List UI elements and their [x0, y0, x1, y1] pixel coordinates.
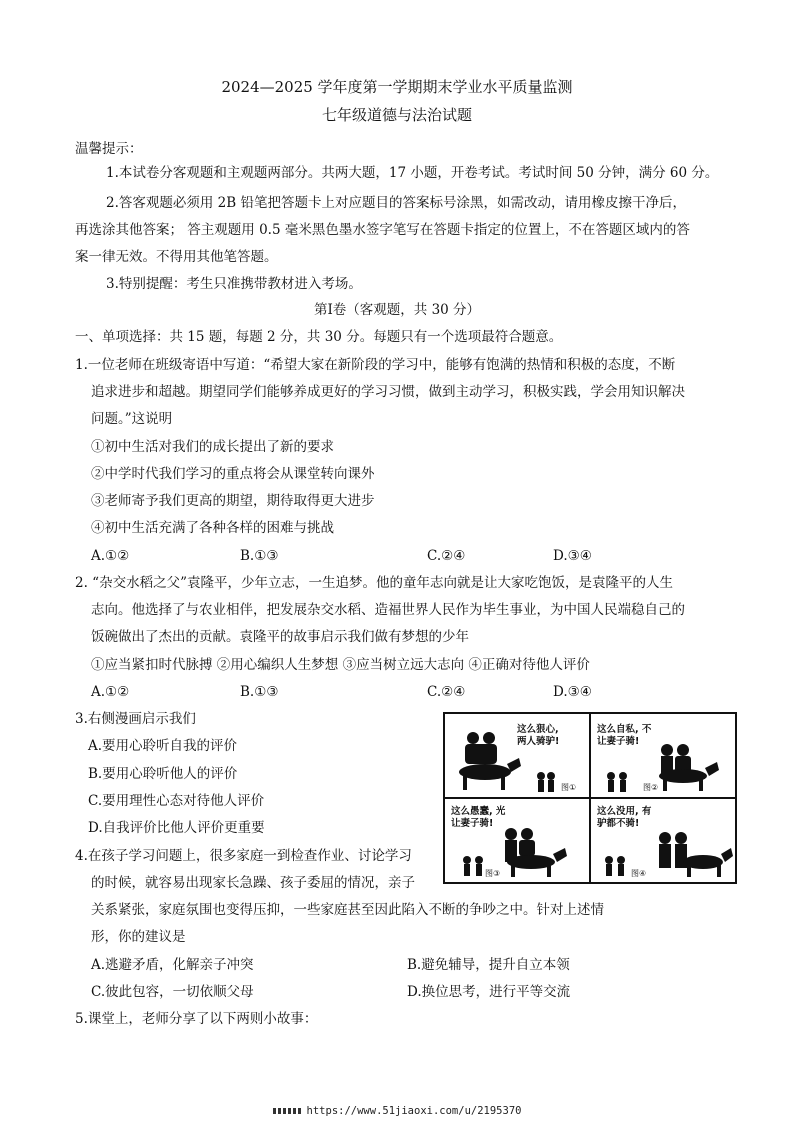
q1-option-a: A.①② — [91, 548, 130, 564]
cartoon-panel-3 — [451, 805, 567, 878]
panel-4-label: 图④ — [631, 869, 647, 878]
panel-4-speech: 驴都不骑! — [597, 818, 640, 829]
q1-option-c: C.②④ — [427, 548, 466, 564]
q4-option-c: C.彼此包容，一切依顺父母 — [91, 984, 254, 1000]
q1-stem: 1.一位老师在班级寄语中写道：“希望大家在新阶段的学习中，能够有饱满的热情和积极的态度，不断 — [75, 357, 676, 373]
q4-option-d: D.换位思考，进行平等交流 — [407, 984, 571, 1000]
site-logo-icon — [273, 1108, 303, 1114]
q1-option-d: D.③④ — [553, 548, 592, 564]
q1-stem: 问题。”这说明 — [91, 411, 173, 427]
notice-heading: 温馨提示： — [75, 141, 143, 157]
panel-3-speech: 这么愚蠢, 光 — [451, 806, 506, 817]
notice-line: 案一律无效。不得用其他笔答题。 — [75, 249, 278, 265]
q1-item: ③老师寄予我们更高的期望，期待取得更大进步 — [91, 493, 375, 509]
q2-items: ①应当紧扣时代脉搏 ②用心编织人生梦想 ③应当树立远大志向 ④正确对待他人评价 — [91, 657, 590, 673]
q1-item: ④初中生活充满了各种各样的困难与挑战 — [91, 520, 334, 536]
q2-option-c: C.②④ — [427, 684, 466, 700]
q2-option-b: B.①③ — [240, 684, 279, 700]
section-title: 第Ⅰ卷（客观题，共 30 分） — [313, 302, 481, 318]
panel-1-speech: 这么狠心, — [517, 724, 559, 735]
q4-option-a: A.逃避矛盾，化解亲子冲突 — [91, 957, 254, 973]
q2-option-d: D.③④ — [553, 684, 592, 700]
q2-stem: 饭碗做出了杰出的贡献。袁隆平的故事启示我们做有梦想的少年 — [91, 629, 469, 645]
notice-line: 3.特别提醒：考生只准携带教材进入考场。 — [106, 276, 362, 292]
q4-stem: 形，你的建议是 — [91, 929, 186, 945]
footer — [0, 1105, 794, 1117]
q2-stem: 2. “杂交水稻之父”袁隆平，少年立志，一生追梦。他的童年志向就是让大家吃饱饭，是袁隆平的人生 — [75, 575, 673, 591]
donkey-cartoon — [443, 712, 737, 884]
cartoon-panel-2 — [597, 723, 719, 792]
footer-url[interactable]: https://www.51jiaoxi.com/u/2195370 — [306, 1105, 522, 1117]
q1-stem: 追求进步和超越。期望同学们能够养成更好的学习习惯，做到主动学习，积极实践，学会用知识解决 — [91, 384, 685, 400]
q1-item: ①初中生活对我们的成长提出了新的要求 — [91, 439, 334, 455]
notice-line: 2.答客观题必须用 2B 铅笔把答题卡上对应题目的答案标号涂黑，如需改动，请用橡皮擦干净后， — [106, 195, 686, 211]
q2-option-a: A.①② — [91, 684, 130, 700]
panel-3-speech: 让妻子骑! — [451, 818, 494, 829]
q1-item: ②中学时代我们学习的重点将会从课堂转向课外 — [91, 466, 375, 482]
q3-option-a: A.要用心聆听自我的评价 — [88, 738, 238, 754]
panel-1-label: 图① — [561, 783, 577, 792]
q4-option-b: B.避免辅导，提升自立本领 — [407, 957, 570, 973]
q4-stem: 4.在孩子学习问题上，很多家庭一到检查作业、讨论学习 — [75, 848, 412, 864]
cartoon-panel-1 — [459, 723, 576, 792]
notice-line: 再选涂其他答案； 答主观题用 0.5 毫米黑色墨水签字笔写在答题卡指定的位置上，不在答题区域内的答 — [75, 222, 690, 238]
panel-2-label: 图② — [643, 783, 659, 792]
cartoon-panel-4 — [596, 805, 733, 878]
panel-4-speech: 这么没用, 有 — [597, 806, 652, 817]
exam-subtitle: 七年级道德与法治试题 — [321, 106, 472, 124]
q5-stem: 5.课堂上，老师分享了以下两则小故事： — [75, 1011, 318, 1027]
q3-option-c: C.要用理性心态对待他人评价 — [88, 793, 265, 809]
q4-stem: 关系紧张，家庭氛围也变得压抑，一些家庭甚至因此陷入不断的争吵之中。针对上述情 — [91, 902, 604, 918]
section-instruction: 一、单项选择：共 15 题，每题 2 分，共 30 分。每题只有一个选项最符合题意。 — [75, 329, 563, 345]
q3-stem: 3.右侧漫画启示我们 — [75, 711, 196, 727]
q3-option-d: D.自我评价比他人评价更重要 — [88, 820, 265, 836]
q2-stem: 志向。他选择了与农业相伴，把发展杂交水稻、造福世界人民作为毕生事业，为中国人民端稳自己的 — [91, 602, 685, 618]
exam-title: 2024—2025 学年度第一学期期末学业水平质量监测 — [221, 78, 573, 96]
q4-stem: 的时候，就容易出现家长急躁、孩子委屈的情况，亲子 — [91, 875, 415, 891]
panel-1-speech: 两人骑驴! — [517, 736, 560, 747]
panel-2-speech: 这么自私, 不 — [597, 724, 652, 735]
q3-option-b: B.要用心聆听他人的评价 — [88, 766, 238, 782]
panel-2-speech: 让妻子骑! — [597, 736, 640, 747]
notice-line: 1.本试卷分客观题和主观题两部分。共两大题，17 小题，开卷考试。考试时间 50 分钟，满分 60 分。 — [106, 165, 719, 181]
panel-3-label: 图③ — [485, 869, 501, 878]
q1-option-b: B.①③ — [240, 548, 279, 564]
